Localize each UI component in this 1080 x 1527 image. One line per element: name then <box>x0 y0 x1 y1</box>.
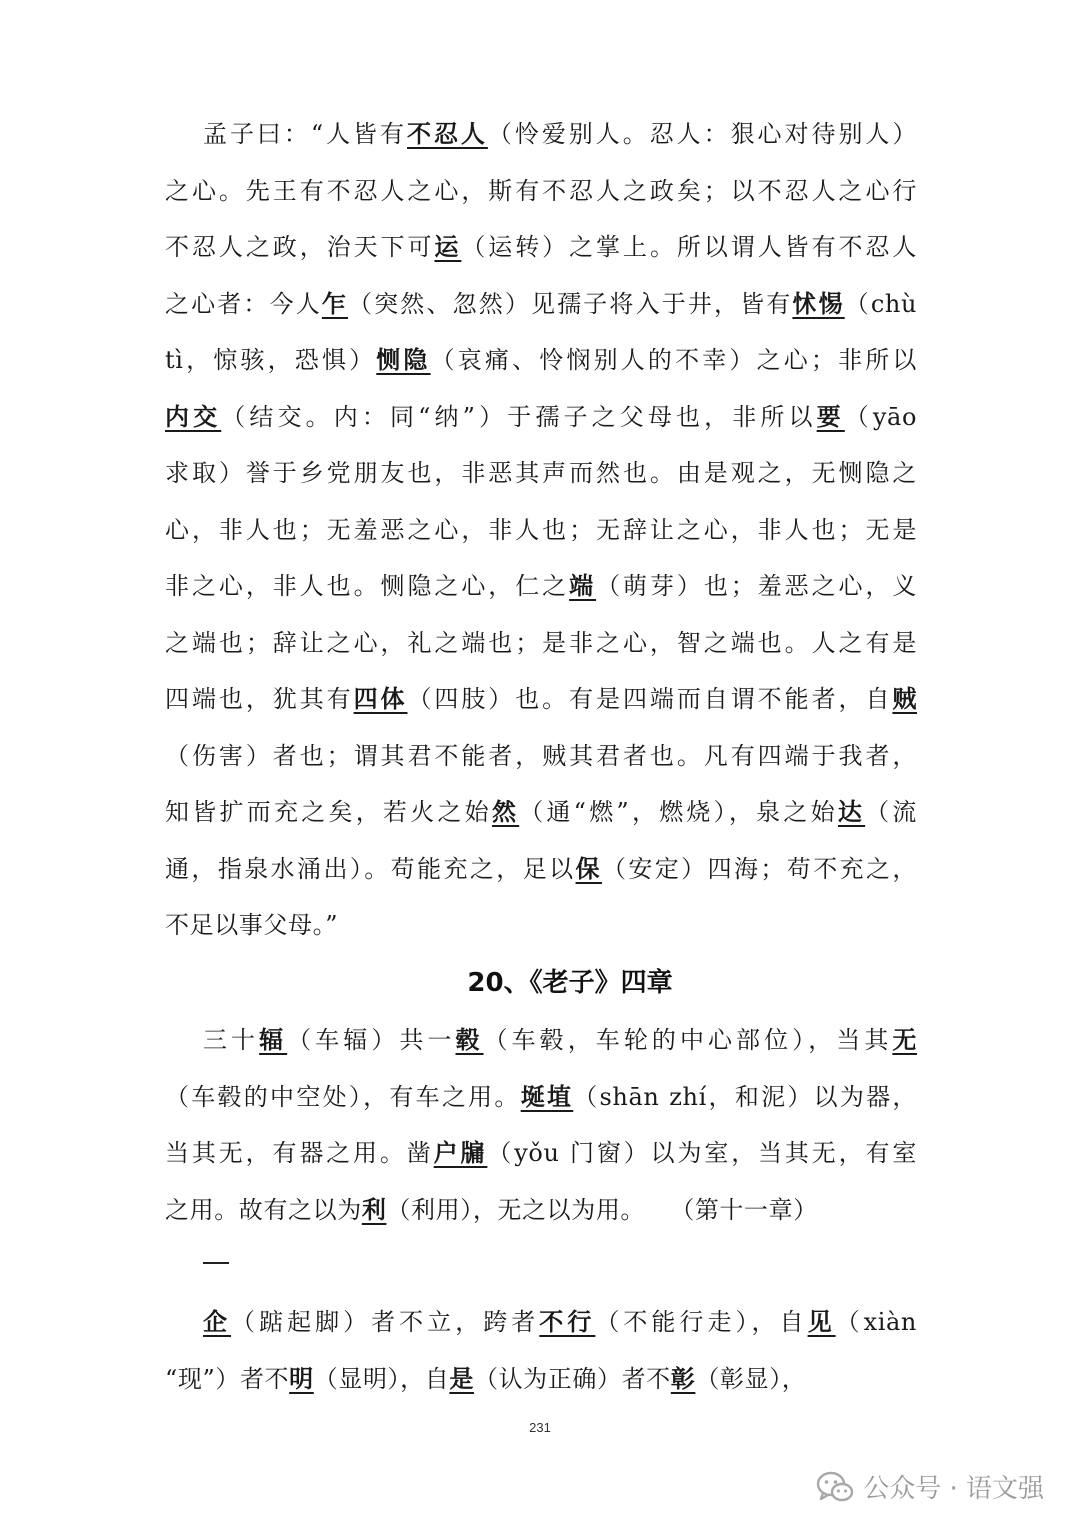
text-line <box>165 332 917 389</box>
text-segment: （流 <box>865 798 918 826</box>
text-segment: （哀痛、怜悯别人的不幸）之心；非所以 <box>430 346 917 374</box>
text-segment: 之心者：今人 <box>165 289 322 318</box>
glossed-term: 无 <box>892 1025 917 1054</box>
wechat-icon <box>815 1469 855 1505</box>
watermark-text: 公众号 · 语文强 <box>863 1474 1044 1504</box>
text-line <box>165 389 917 446</box>
text-line <box>165 1182 917 1239</box>
text-line <box>165 784 917 841</box>
glossed-term: 户牖 <box>433 1138 488 1167</box>
mencius-paragraph <box>165 106 917 954</box>
text-segment: （突然、忽然）见孺子将入于井，皆有 <box>348 289 793 318</box>
text-segment: （认为正确）者不 <box>473 1364 671 1393</box>
page-number: 231 <box>529 1420 551 1435</box>
glossed-term: 不行 <box>539 1307 596 1336</box>
glossed-term: 见 <box>807 1307 836 1336</box>
text-segment: 不足以事父母。” <box>165 911 339 939</box>
glossed-term: 企 <box>203 1307 232 1336</box>
glossed-term: 辐 <box>259 1025 288 1054</box>
text-line <box>165 106 917 163</box>
text-segment: 心，非人也；无羞恶之心，非人也；无辞让之心，非人也；无是 <box>165 515 917 544</box>
glossed-term: 乍 <box>321 288 349 318</box>
text-line <box>165 1012 917 1069</box>
text-line <box>165 445 917 502</box>
glossed-term: 端 <box>569 571 597 600</box>
separator-dash <box>203 1262 229 1264</box>
text-segment: （伤害）者也；谓其君不能者，贼其君者也。凡有四端于我者， <box>165 741 917 770</box>
text-segment: （彰显）， <box>695 1364 807 1393</box>
glossed-term: 恻隐 <box>376 345 431 374</box>
text-segment: （通“燃”，燃烧），泉之始 <box>519 798 838 826</box>
glossed-term: 达 <box>837 797 866 826</box>
text-segment: （车辐）共一 <box>287 1026 456 1054</box>
text-segment: 之心。先王有不忍人之心，斯有不忍人之政矣；以不忍人之心行 <box>165 176 917 205</box>
text-segment: （shān zhí，和泥）以为器， <box>573 1082 917 1111</box>
text-segment: （运转）之掌上。所以谓人皆有不忍人 <box>461 233 918 261</box>
text-segment: （yāo <box>844 402 918 431</box>
text-line <box>165 276 917 333</box>
glossed-term: 内交 <box>165 401 222 431</box>
glossed-term: 不忍人 <box>407 119 488 148</box>
text-segment: 之端也；辞让之心，礼之端也；是非之心，智之端也。人之有是 <box>165 628 917 657</box>
text-segment: 不忍人之政，治天下可 <box>165 233 435 261</box>
text-segment: （萌芽）也；羞恶之心，义 <box>596 572 918 600</box>
text-line <box>165 728 917 785</box>
text-segment: （xiàn <box>835 1308 917 1336</box>
text-line <box>165 219 917 276</box>
text-segment: （yǒu 门窗）以为室，当其无，有室 <box>487 1139 917 1167</box>
text-segment: “现”）者不 <box>165 1364 290 1393</box>
glossed-term: 是 <box>449 1363 474 1393</box>
text-segment: （不能行走），自 <box>595 1308 808 1336</box>
glossed-term: 利 <box>361 1194 387 1224</box>
text-segment: 孟子曰：“人皆有 <box>203 120 407 148</box>
text-segment: （chù <box>844 289 918 318</box>
text-line <box>165 841 917 898</box>
text-line <box>165 1294 917 1351</box>
text-segment: （踮起脚）者不立，跨者 <box>231 1308 540 1336</box>
text-line <box>165 558 917 615</box>
text-segment: （车毂的中空处），有车之用。 <box>165 1082 521 1111</box>
text-line <box>165 1125 917 1182</box>
text-line <box>165 615 917 672</box>
text-line <box>165 897 917 954</box>
glossed-term: 四体 <box>353 684 408 713</box>
text-segment: （车毂，车轮的中心部位），当其 <box>483 1026 893 1054</box>
glossed-term: 毂 <box>455 1025 484 1054</box>
text-line <box>165 671 917 728</box>
glossed-term: 保 <box>575 853 602 883</box>
text-segment: 非之心，非人也。恻隐之心，仁之 <box>165 572 570 600</box>
text-segment: 通，指泉水涌出）。苟能充之，足以 <box>165 854 576 883</box>
text-segment: 四端也，犹其有 <box>165 685 354 713</box>
text-segment: （显明），自 <box>313 1364 450 1393</box>
text-segment: 当其无，有器之用。凿 <box>165 1139 434 1167</box>
laozi-chapter-11-paragraph <box>165 1012 917 1238</box>
text-line <box>165 1069 917 1126</box>
text-segment: 之用。故有之以为 <box>165 1195 362 1224</box>
text-line <box>165 1351 917 1408</box>
glossed-term: 明 <box>289 1363 314 1393</box>
text-line <box>165 163 917 220</box>
glossed-term: 埏埴 <box>520 1081 574 1111</box>
text-segment: tì，惊骇，恐惧） <box>165 346 377 374</box>
text-segment: 知皆扩而充之矣，若火之始 <box>165 798 492 826</box>
text-segment: （利用），无之以为用。 （第十一章） <box>386 1195 818 1224</box>
glossed-term: 怵惕 <box>792 288 845 318</box>
text-line <box>165 502 917 559</box>
text-segment: 三十 <box>203 1026 260 1054</box>
glossed-term: 然 <box>491 797 520 826</box>
glossed-term: 运 <box>434 232 462 261</box>
section-heading: 20、《老子》四章 <box>467 968 673 998</box>
glossed-term: 要 <box>816 401 845 431</box>
text-segment: 求取）誉于乡党朋友也，非恶其声而然也。由是观之，无恻隐之 <box>165 459 917 487</box>
laozi-chapter-24-paragraph <box>165 1294 917 1407</box>
text-segment: （怜爱别人。忍人：狠心对待别人） <box>487 120 917 148</box>
text-segment: （结交。内：同“纳”）于孺子之父母也，非所以 <box>221 402 817 431</box>
text-segment: （安定）四海；苟不充之， <box>601 854 918 883</box>
glossed-term: 彰 <box>670 1363 696 1393</box>
text-segment: （四肢）也。有是四端而自谓不能者，自 <box>407 685 893 713</box>
watermark <box>815 1468 1044 1505</box>
glossed-term: 贼 <box>892 684 917 713</box>
